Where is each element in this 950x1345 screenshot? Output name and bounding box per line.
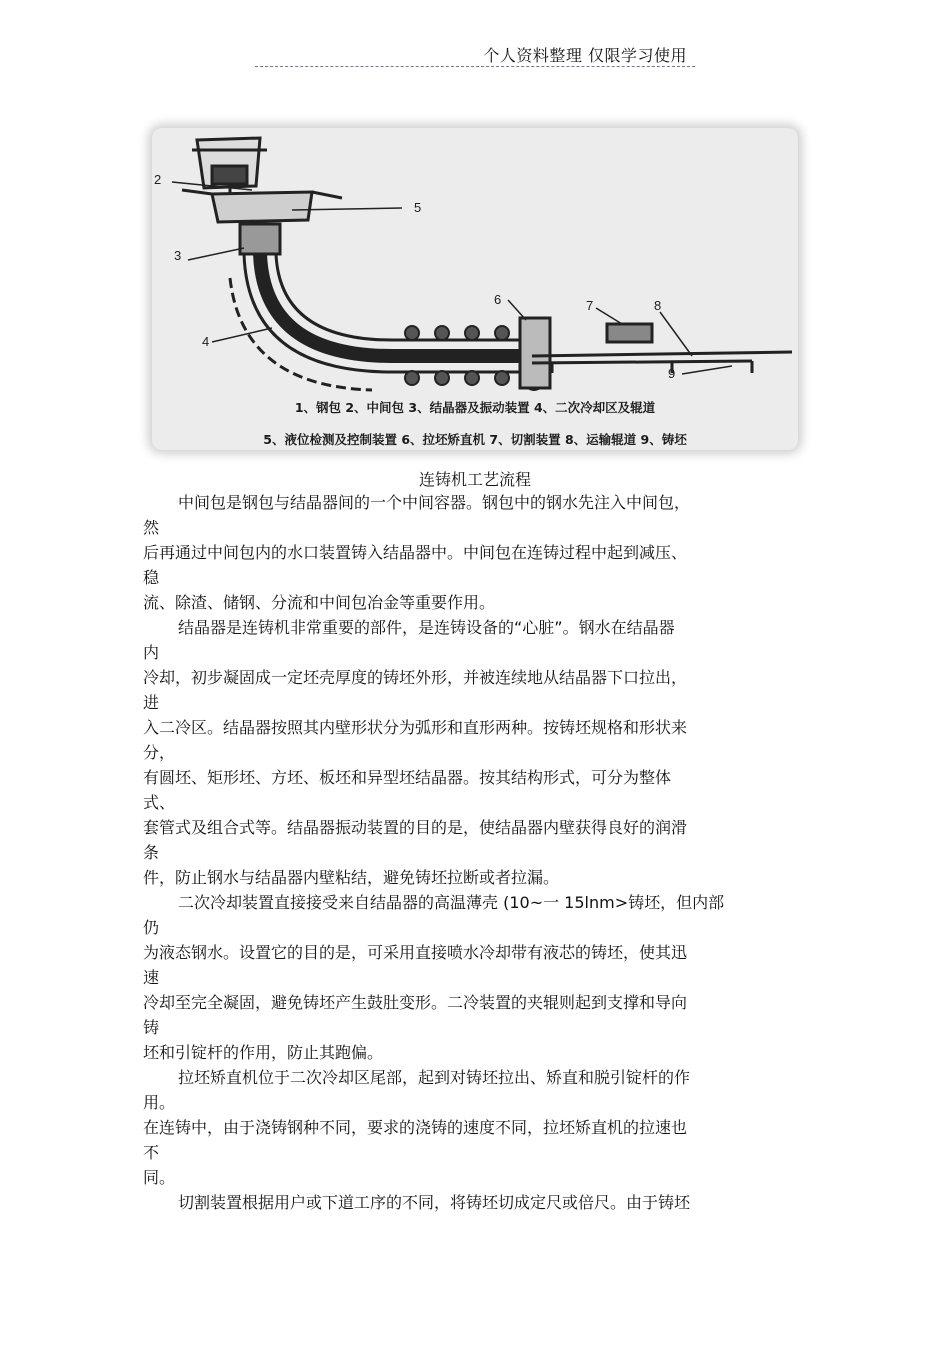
straightener-shape — [520, 318, 550, 388]
caster-figure — [152, 128, 798, 450]
figure-legend-line-2: 5、液位检测及控制装置 6、拉坯矫直机 7、切割装置 8、运输辊道 9、铸坯 — [263, 432, 687, 447]
paragraph-line: 结晶器是连铸机非常重要的部件，是连铸设备的“心脏”。钢水在结晶器 — [178, 618, 675, 637]
paragraph-line: 用。 — [143, 1093, 176, 1112]
runout-table — [532, 324, 792, 373]
paragraph-line: 冷却，初步凝固成一定坯壳厚度的铸坯外形，并被连续地从结晶器下口拉出， — [143, 668, 688, 687]
callout-2: 2 — [154, 172, 162, 187]
paragraph-line: 流、除渣、储钢、分流和中间包冶金等重要作用。 — [143, 593, 496, 612]
paragraph-line: 坯和引锭杆的作用，防止其跑偏。 — [143, 1043, 384, 1062]
paragraph-line: 铸 — [143, 1018, 160, 1037]
paragraph-line: 有圆坯、矩形坯、方坯、板坯和异型坯结晶器。按其结构形式，可分为整体 — [143, 768, 672, 787]
paragraph-line: 切割装置根据用户或下道工序的不同，将铸坯切成定尺或倍尺。由于铸坯 — [178, 1193, 691, 1212]
figure-legend-line-1: 1、钢包 2、中间包 3、结晶器及振动装置 4、二次冷却区及辊道 — [294, 400, 656, 415]
paragraph-line: 二次冷却装置直接接受来自结晶器的高温薄壳 (10~一 15lnm>铸坯，但内部 — [178, 893, 725, 912]
strand-arc — [230, 254, 532, 390]
paragraph-line: 进 — [143, 693, 160, 712]
paragraph-line: 仍 — [143, 918, 160, 937]
callout-3: 3 — [174, 248, 182, 263]
callout-8: 8 — [654, 298, 662, 313]
paragraph-line: 冷却至完全凝固，避免铸坯产生鼓肚变形。二冷装置的夹辊则起到支撑和导向 — [143, 993, 688, 1012]
callout-4: 4 — [202, 334, 210, 349]
paragraph-line: 式、 — [143, 793, 176, 812]
page-header — [255, 42, 695, 67]
paragraph-line: 稳 — [143, 568, 160, 587]
tundish-shape — [182, 190, 342, 222]
paragraph-line: 不 — [143, 1143, 160, 1162]
figure-caption: 连铸机工艺流程 — [418, 470, 531, 489]
paragraph-line: 内 — [143, 643, 160, 662]
paragraph-line: 为液态钢水。设置它的目的是，可采用直接喷水冷却带有液芯的铸坯，使其迅 — [143, 943, 688, 962]
paragraph-line: 中间包是钢包与结晶器间的一个中间容器。钢包中的钢水先注入中间包， — [178, 493, 691, 512]
paragraph-line: 速 — [143, 968, 160, 987]
callout-5: 5 — [414, 200, 422, 215]
callout-7: 7 — [586, 298, 594, 313]
paragraph-line: 同。 — [143, 1168, 176, 1187]
paragraph-line: 件，防止钢水与结晶器内壁粘结，避免铸坯拉断或者拉漏。 — [143, 868, 560, 887]
header-text: 个人资料整理 仅限学习使用 — [483, 46, 687, 65]
paragraph-line: 条 — [143, 843, 160, 862]
paragraph-line: 套管式及组合式等。结晶器振动装置的目的是，使结晶器内壁获得良好的润滑 — [143, 818, 688, 837]
paragraph-line: 分， — [143, 743, 176, 762]
paragraph-line: 拉坯矫直机位于二次冷却区尾部，起到对铸坯拉出、矫直和脱引锭杆的作 — [178, 1068, 691, 1087]
callout-9: 9 — [668, 366, 676, 381]
paragraph-line: 然 — [143, 518, 160, 537]
callout-6: 6 — [494, 292, 502, 307]
mould-shape — [240, 224, 280, 254]
paragraph-line: 后再通过中间包内的水口装置铸入结晶器中。中间包在连铸过程中起到减压、 — [143, 543, 688, 562]
paragraph-line: 在连铸中，由于浇铸钢种不同，要求的浇铸的速度不同，拉坯矫直机的拉速也 — [143, 1118, 688, 1137]
caster-diagram — [152, 128, 798, 393]
paragraph-line: 入二冷区。结晶器按照其内壁形状分为弧形和直形两种。按铸坯规格和形状来 — [143, 718, 688, 737]
